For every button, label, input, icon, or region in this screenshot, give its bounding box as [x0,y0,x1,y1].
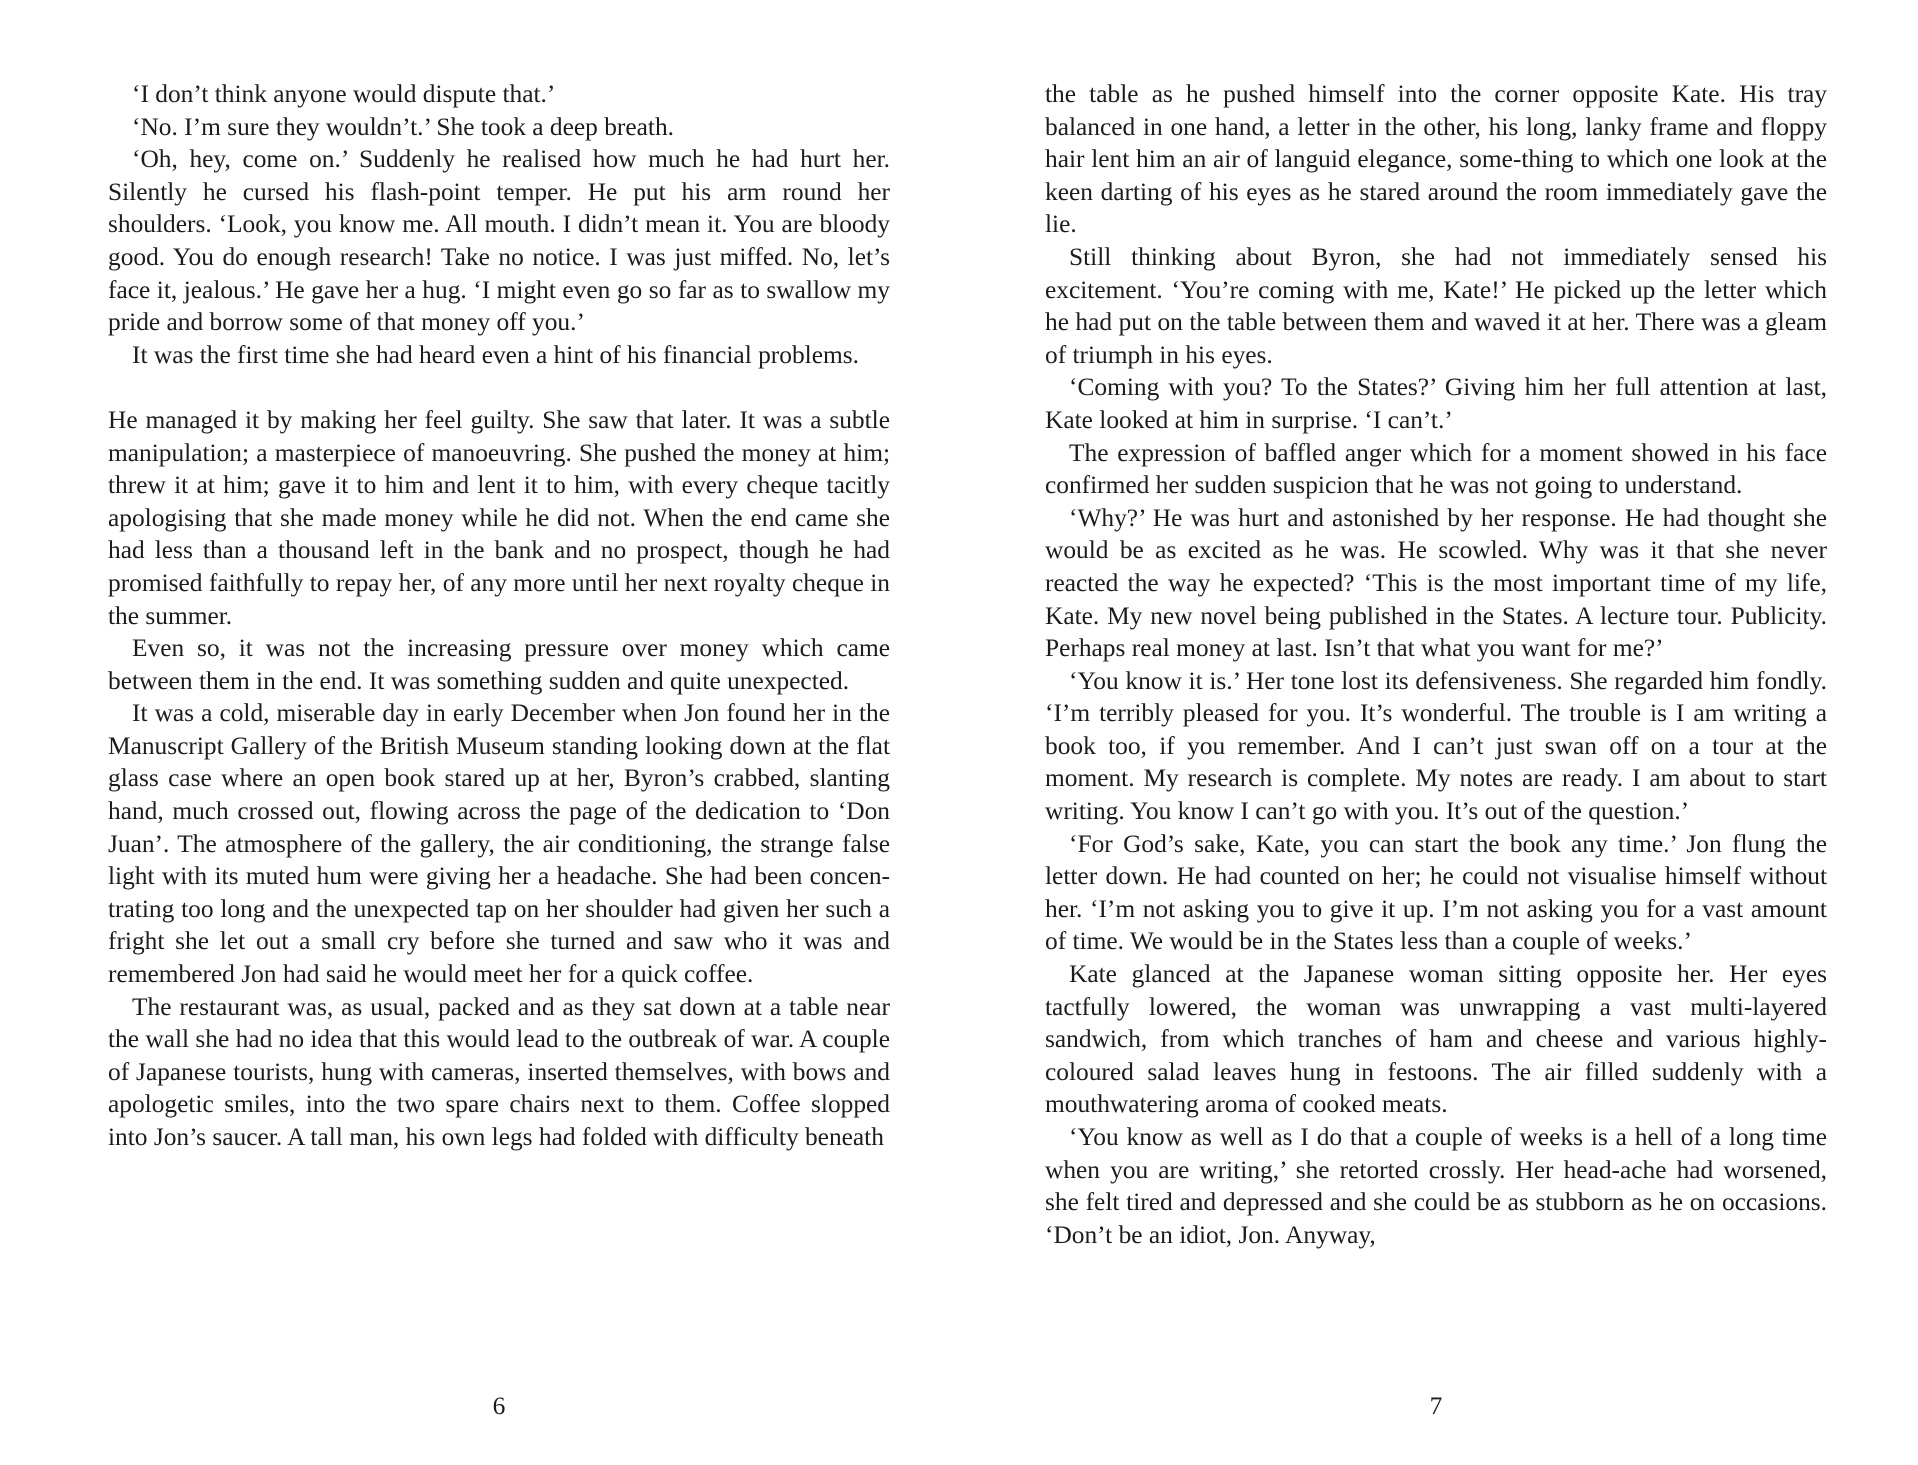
paragraph-continued: the table as he pushed himself into the corner opposite Kate. His tray balanced in one hand, a letter in the other, his long, lanky frame and floppy hair lent him an air of languid elegance, some-thing to which one look at the keen darting of his eyes as he stared around the room immediately gave the lie. [1045,80,1827,239]
paragraph: ‘I don’t think anyone would dispute that.’ [132,80,556,108]
paragraph: ‘You know as well as I do that a couple of weeks is a hell of a long time when you are writing,’ she retorted crossly. Her head-ache had worsened, she felt tired and depressed and she could be as stubborn as he on occasions. ‘Don’t be an idiot, Jon. Anyway, [1045,1123,1827,1249]
paragraph: It was the first time she had heard even a hint of his financial problems. [132,340,859,369]
paragraph: ‘For God’s sake, Kate, you can start the book any time.’ Jon flung the letter down. He had counted on her; he could not visualise himself without her. ‘I’m not asking you to give it up. I’m not asking you for a vast amount of time. We would be in the States less than a couple of weeks.’ [1045,829,1827,956]
paragraph: Even so, it was not the increasing pressure over money which came between them in the end. It was something sudden and quite unexpected. [108,634,890,695]
paragraph: The restaurant was, as usual, packed and as they sat down at a table near the wall she had no idea that this would lead to the outbreak of war. A couple of Japanese tourists, hung with cameras, inserted themselves, with bows and apologetic smiles, into the two spare chairs next to them. Coffee slopped into Jon’s saucer. A tall man, his own legs had folded with difficulty beneath [108,992,890,1151]
paragraph: Still thinking about Byron, she had not immediately sensed his excitement. ‘You’re coming with me, Kate!’ He picked up the letter which he had put on the table between them and waved it at her. There was a gleam of triumph in his eyes. [1045,242,1827,369]
paragraph: The expression of baffled anger which for a moment showed in his face confirmed her sudden suspicion that he was not going to understand. [1045,438,1827,500]
paragraph-section-start: He managed it by making her feel guilty. She saw that later. It was a subtle manipulation; a masterpiece of manoeuvring. She pushed the money at him; threw it at him; gave it to him and lent it to him, with every cheque tacitly apologising that she made money while he did not. When the end came she had less than a thousand left in the bank and no prospect, though he had promised faithfully to repay her, of any more until her next royalty cheque in the summer. [108,405,890,630]
paragraph: Kate glanced at the Japanese woman sitting opposite her. Her eyes tactfully lowered, the woman was unwrapping a vast multi-layered sandwich, from which tranches of ham and cheese and various highly-coloured salad leaves hung in festoons. The air filled suddenly with a mouthwatering aroma of cooked meats. [1045,960,1827,1119]
paragraph: ‘Coming with you? To the States?’ Giving him her full attention at last, Kate looked at him in surprise. ‘I can’t.’ [1045,373,1827,434]
page-number-left: 6 [492,1392,506,1420]
paragraph: ‘Why?’ He was hurt and astonished by her response. He had thought she would be as excited as he was. He scowled. Why was it that she never reacted the way he expected? ‘This is the most important time of my life, Kate. My new novel being published in the States. A lecture tour. Publicity. Perhaps real money at last. Isn’t that what you want for me?’ [1045,503,1827,663]
left-page [108,78,890,1154]
paragraph: ‘You know it is.’ Her tone lost its defensiveness. She regarded him fondly. ‘I’m terribly pleased for you. It’s wonderful. The trouble is I am writing a book too, if you remember. And I can’t just swan off on a tour at the moment. My research is complete. My notes are ready. I am about to start writing. You know I can’t go with you. It’s out of the question.’ [1045,666,1827,826]
right-page [1045,78,1827,1251]
paragraph: It was a cold, miserable day in early December when Jon found her in the Manuscript Gallery of the British Museum standing looking down at the flat glass case where an open book stared up at her, Byron’s crabbed, slanting hand, much crossed out, flowing across the page of the dedication to ‘Don Juan’. The atmosphere of the gallery, the air conditioning, the strange false light with its muted hum were giving her a headache. She had been concen-trating too long and the unexpected tap on her shoulder had given her such a fright she let out a small cry before she turned and saw who it was and remembered Jon had said he would meet her for a quick coffee. [108,699,890,989]
paragraph: ‘No. I’m sure they wouldn’t.’ She took a deep breath. [132,112,674,141]
page-number-right: 7 [1429,1392,1443,1420]
paragraph: ‘Oh, hey, come on.’ Suddenly he realised how much he had hurt her. Silently he cursed his flash-point temper. He put his arm round her shoulders. ‘Look, you know me. All mouth. I didn’t mean it. You are bloody good. You do enough research! Take no notice. I was just miffed. No, let’s face it, jealous.’ He gave her a hug. ‘I might even go so far as to swallow my pride and borrow some of that money off you.’ [108,145,890,337]
